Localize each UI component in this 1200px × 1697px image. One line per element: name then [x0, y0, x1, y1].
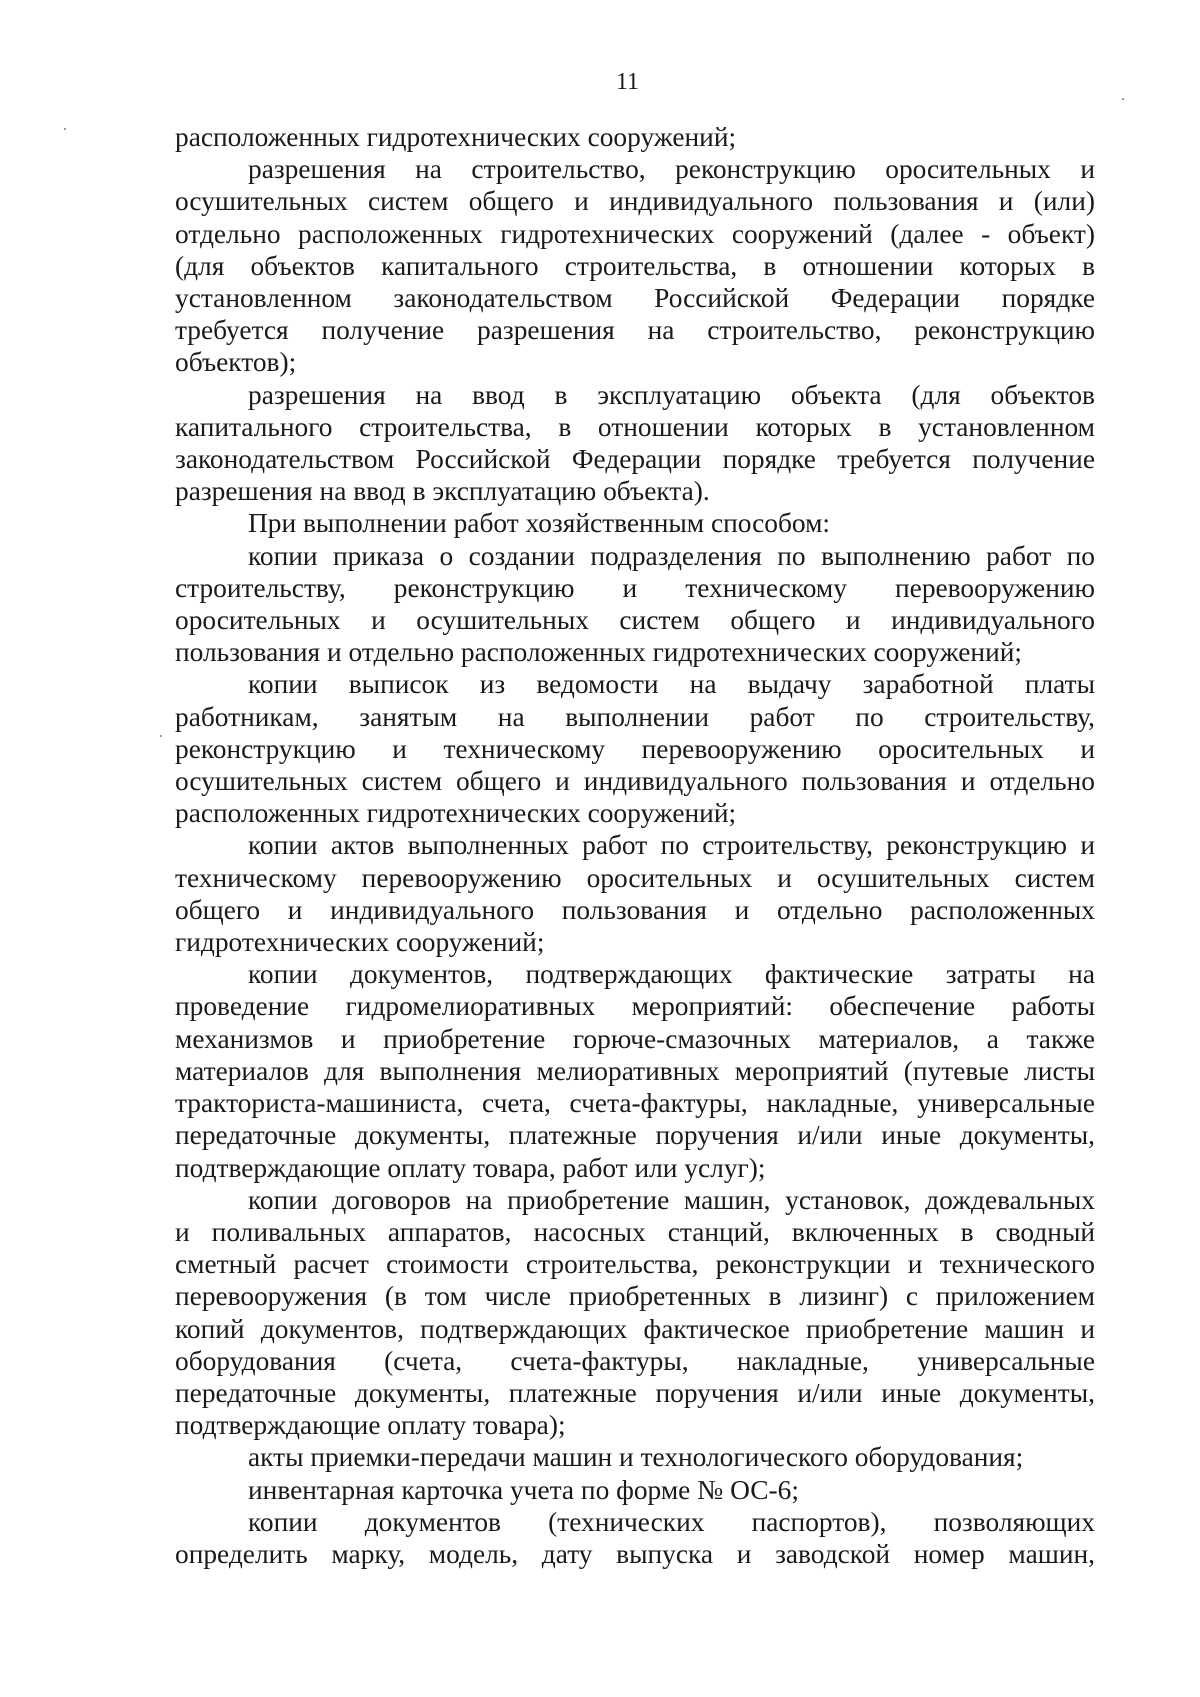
text-line: строительству, реконструкцию и техническому перевооружению [175, 572, 1095, 603]
text-line: и поливальных аппаратов, насосных станций, включенных в сводный [175, 1216, 1095, 1247]
text-line: копии документов (технических паспортов), позволяющих [248, 1506, 1095, 1537]
text-line: копии выписок из ведомости на выдачу заработной платы [248, 669, 1095, 700]
text-line: пользования и отдельно расположенных гидротехнических сооружений; [175, 637, 1023, 668]
text-line: техническому перевооружению оросительных и осушительных систем [175, 862, 1095, 893]
text-line: капитального строительства, в отношении которых в установленном [175, 411, 1095, 442]
text-line: законодательством Российской Федерации порядке требуется получение [175, 444, 1095, 475]
text-line: механизмов и приобретение горюче-смазочных материалов, а также [175, 1023, 1095, 1054]
text-line: установленном законодательством Российской Федерации порядке [175, 283, 1095, 314]
text-line: инвентарная карточка учета по форме № ОС-6; [248, 1474, 799, 1505]
text-line: подтверждающие оплату товара); [175, 1410, 566, 1441]
text-line: оборудования (счета, счета-фактуры, накладные, универсальные [175, 1345, 1095, 1376]
document-body-text [175, 121, 1095, 1570]
text-line: осушительных систем общего и индивидуального пользования и (или) [175, 186, 1095, 217]
text-line: расположенных гидротехнических сооружений; [175, 798, 737, 829]
text-line: передаточные документы, платежные поручения и/или иные документы, [175, 1120, 1095, 1151]
text-line: осушительных систем общего и индивидуального пользования и отдельно [175, 766, 1095, 797]
text-line: перевооружения (в том числе приобретенных в лизинг) с приложением [175, 1281, 1095, 1312]
text-line: сметный расчет стоимости строительства, реконструкции и технического [175, 1249, 1095, 1280]
text-line: общего и индивидуального пользования и отдельно расположенных [175, 894, 1095, 925]
text-line: акты приемки-передачи машин и технологического оборудования; [248, 1442, 1024, 1473]
text-line: материалов для выполнения мелиоративных мероприятий (путевые листы [175, 1055, 1095, 1086]
text-line: проведение гидромелиоративных мероприятий: обеспечение работы [175, 991, 1095, 1022]
text-line: При выполнении работ хозяйственным способом: [248, 508, 831, 539]
text-line: копии документов, подтверждающих фактические затраты на [248, 959, 1095, 990]
text-line: тракториста-машиниста, счета, счета-фактуры, накладные, универсальные [175, 1088, 1095, 1119]
text-line: объектов); [175, 347, 297, 378]
text-line: требуется получение разрешения на строительство, реконструкцию [175, 315, 1095, 346]
text-line: оросительных и осушительных систем общего и индивидуального [175, 605, 1095, 636]
text-line: разрешения на ввод в эксплуатацию объекта). [175, 476, 710, 507]
text-line: разрешения на строительство, реконструкцию оросительных и [248, 154, 1095, 185]
scan-mark-margin [160, 735, 162, 737]
text-line: передаточные документы, платежные поручения и/или иные документы, [175, 1377, 1095, 1408]
text-line: копии договоров на приобретение машин, установок, дождевальных [248, 1184, 1095, 1215]
text-line: определить марку, модель, дату выпуска и заводской номер машин, [175, 1538, 1095, 1569]
text-line: копий документов, подтверждающих фактическое приобретение машин и [175, 1313, 1095, 1344]
text-line: отдельно расположенных гидротехнических сооружений (далее - объект) [175, 218, 1095, 249]
text-line: копии актов выполненных работ по строительству, реконструкцию и [248, 830, 1095, 861]
text-line: подтверждающие оплату товара, работ или услуг); [175, 1152, 766, 1183]
scan-mark-right [1122, 98, 1124, 100]
scan-mark-left [64, 128, 66, 130]
text-line: (для объектов капитального строительства, в отношении которых в [175, 250, 1095, 281]
text-line: расположенных гидротехнических сооружений; [175, 122, 737, 152]
text-line: разрешения на ввод в эксплуатацию объекта (для объектов [248, 379, 1095, 410]
text-line: реконструкцию и техническому перевооружению оросительных и [175, 733, 1095, 764]
text-line: гидротехнических сооружений; [175, 927, 545, 958]
text-line: копии приказа о создании подразделения по выполнению работ по [248, 540, 1095, 571]
page-number: 11 [615, 69, 640, 95]
text-line: работникам, занятым на выполнении работ по строительству, [175, 701, 1095, 732]
